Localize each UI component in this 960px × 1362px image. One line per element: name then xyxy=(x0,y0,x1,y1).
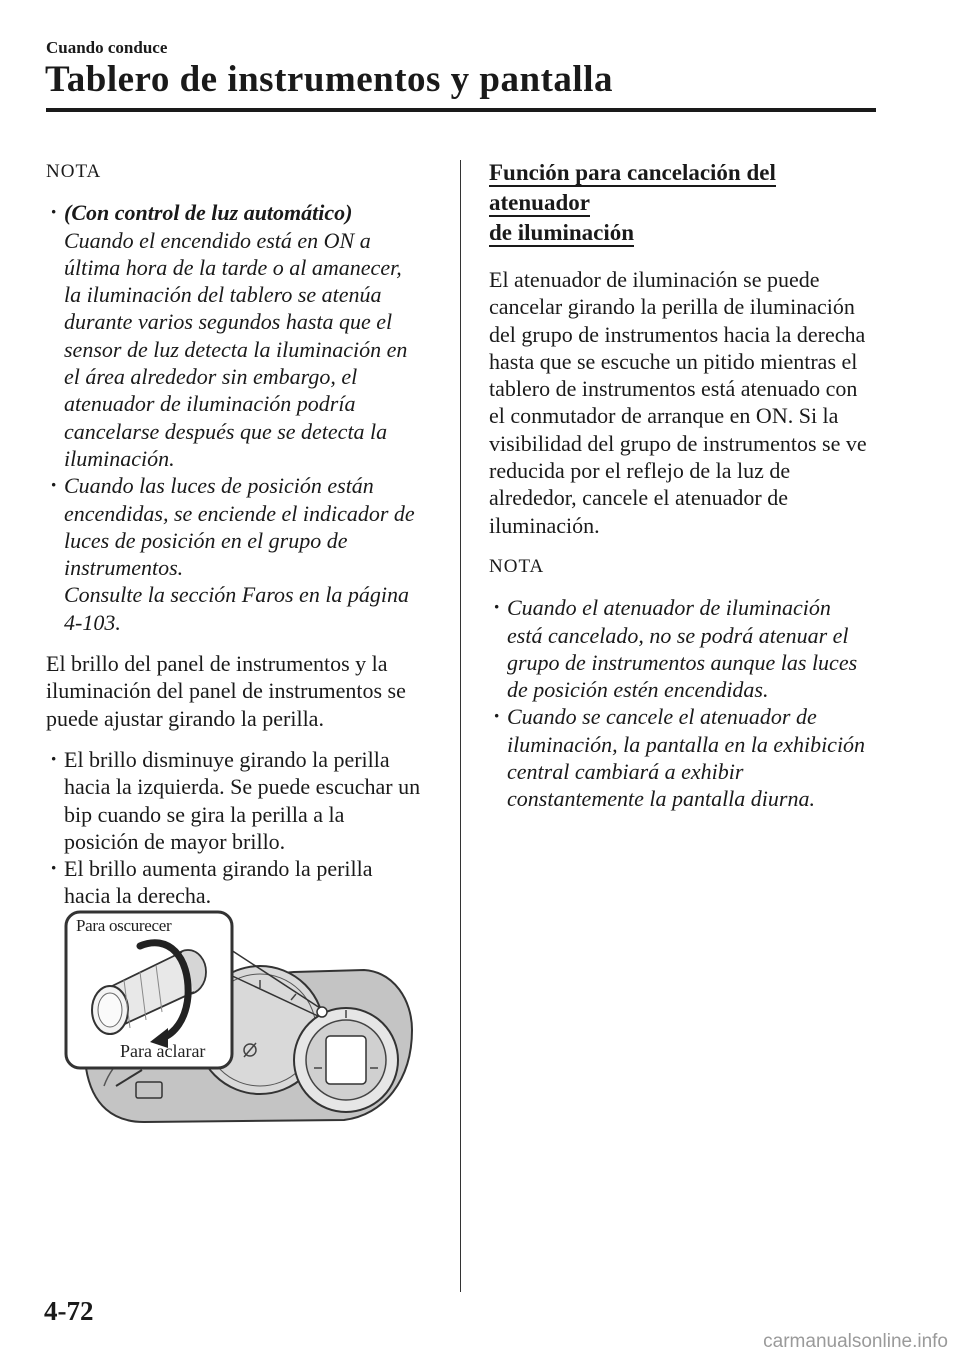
note-line: constantemente la pantalla diurna. xyxy=(507,786,815,812)
note-item xyxy=(46,472,446,636)
note-line: 4-103. xyxy=(64,609,121,635)
note-line: de posición estén encendidas. xyxy=(507,677,769,703)
note-line: cancelarse después que se detecta la xyxy=(64,418,388,444)
para-line: iluminación. xyxy=(489,512,600,538)
note-line: central cambiará a exhibir xyxy=(507,759,744,785)
note-line: luces de posición en el grupo de xyxy=(64,527,348,553)
note-line: · Cuando el atenuador de iluminación xyxy=(507,595,831,621)
note-item xyxy=(489,594,881,703)
bullet-item xyxy=(46,746,446,855)
note-line: atenuador de iluminación podría xyxy=(64,391,356,417)
brightness-paragraph xyxy=(46,650,446,732)
note-line: sensor de luz detecta la iluminación en xyxy=(64,336,408,362)
note-line: última hora de la tarde o al amanecer, xyxy=(64,254,402,280)
bullet-line: El brillo aumenta girando la perilla xyxy=(64,856,373,882)
para-line: El brillo del panel de instrumentos y la xyxy=(46,651,388,677)
para-line: visibilidad del grupo de instrumentos se ve xyxy=(489,430,867,456)
page-title: Tablero de instrumentos y pantalla xyxy=(45,59,613,100)
bullet-line: El brillo disminuye girando la perilla xyxy=(64,746,390,772)
label-to-darken: Para oscurecer xyxy=(76,916,172,935)
note-line: grupo de instrumentos aunque las luces xyxy=(507,649,858,675)
bullet-item xyxy=(46,855,446,910)
note-line: instrumentos. xyxy=(64,555,184,581)
para-line: cancelar girando la perilla de iluminación xyxy=(489,294,855,320)
right-note-list xyxy=(489,594,881,812)
header-section-label: Cuando conduce xyxy=(46,38,168,57)
note-line: iluminación, la pantalla en la exhibición xyxy=(507,731,866,757)
note-label: NOTA xyxy=(46,161,102,182)
para-line: alrededor, cancele el atenuador de xyxy=(489,485,788,511)
column-divider xyxy=(460,160,461,1292)
note-line: la iluminación del tablero se atenúa xyxy=(64,282,382,308)
watermark: carmanualsonline.info xyxy=(763,1331,948,1352)
cancel-dimmer-paragraph xyxy=(489,266,881,539)
note-line: durante varios segundos hasta que el xyxy=(64,309,393,335)
para-line: tablero de instrumentos está atenuado con xyxy=(489,376,858,402)
para-line: del grupo de instrumentos hacia la derecha xyxy=(489,321,866,347)
para-line: el conmutador de arranque en ON. Si la xyxy=(489,403,839,429)
heading-line: Función para cancelación del atenuador xyxy=(489,160,776,215)
note-label: NOTA xyxy=(489,555,545,577)
note-line: · Cuando se cancele el atenuador de xyxy=(507,704,817,730)
left-column xyxy=(46,158,446,910)
note-line: encendidas, se enciende el indicador de xyxy=(64,500,415,526)
para-line: puede ajustar girando la perilla. xyxy=(46,705,324,731)
para-line: hasta que se escuche un pitido mientras el xyxy=(489,348,858,374)
right-column xyxy=(489,158,881,827)
para-line: iluminación del panel de instrumentos se xyxy=(46,678,406,704)
label-to-brighten: Para aclarar xyxy=(120,1041,206,1061)
dimmer-knob-illustration xyxy=(64,910,422,1150)
page-number: 4-72 xyxy=(44,1296,94,1326)
bullet-line: posición de mayor brillo. xyxy=(64,828,286,854)
note-item-lead: · (Con control de luz automático) xyxy=(64,200,353,226)
heading-line: de iluminación xyxy=(489,220,635,245)
note-line: el área alrededor sin embargo, el xyxy=(64,364,358,390)
brightness-bullets xyxy=(46,746,446,910)
note-item xyxy=(46,199,446,472)
note-line: Cuando el encendido está en ON a xyxy=(64,227,371,253)
header-rule xyxy=(46,108,876,112)
note-line: · Cuando las luces de posición están xyxy=(64,473,374,499)
para-line: El atenuador de iluminación se puede xyxy=(489,267,820,292)
note-line: está cancelado, no se podrá atenuar el xyxy=(507,622,849,648)
para-line: reducida por el reflejo de la luz de xyxy=(489,458,791,484)
note-item xyxy=(489,703,881,812)
bullet-line: bip cuando se gira la perilla a la xyxy=(64,801,345,827)
bullet-line: hacia la derecha. xyxy=(64,883,212,909)
left-note-list xyxy=(46,199,446,636)
note-line: iluminación. xyxy=(64,445,175,471)
note-line: Consulte la sección Faros en la página xyxy=(64,582,410,608)
bullet-line: hacia la izquierda. Se puede escuchar un xyxy=(64,774,421,800)
section-heading xyxy=(489,158,881,248)
